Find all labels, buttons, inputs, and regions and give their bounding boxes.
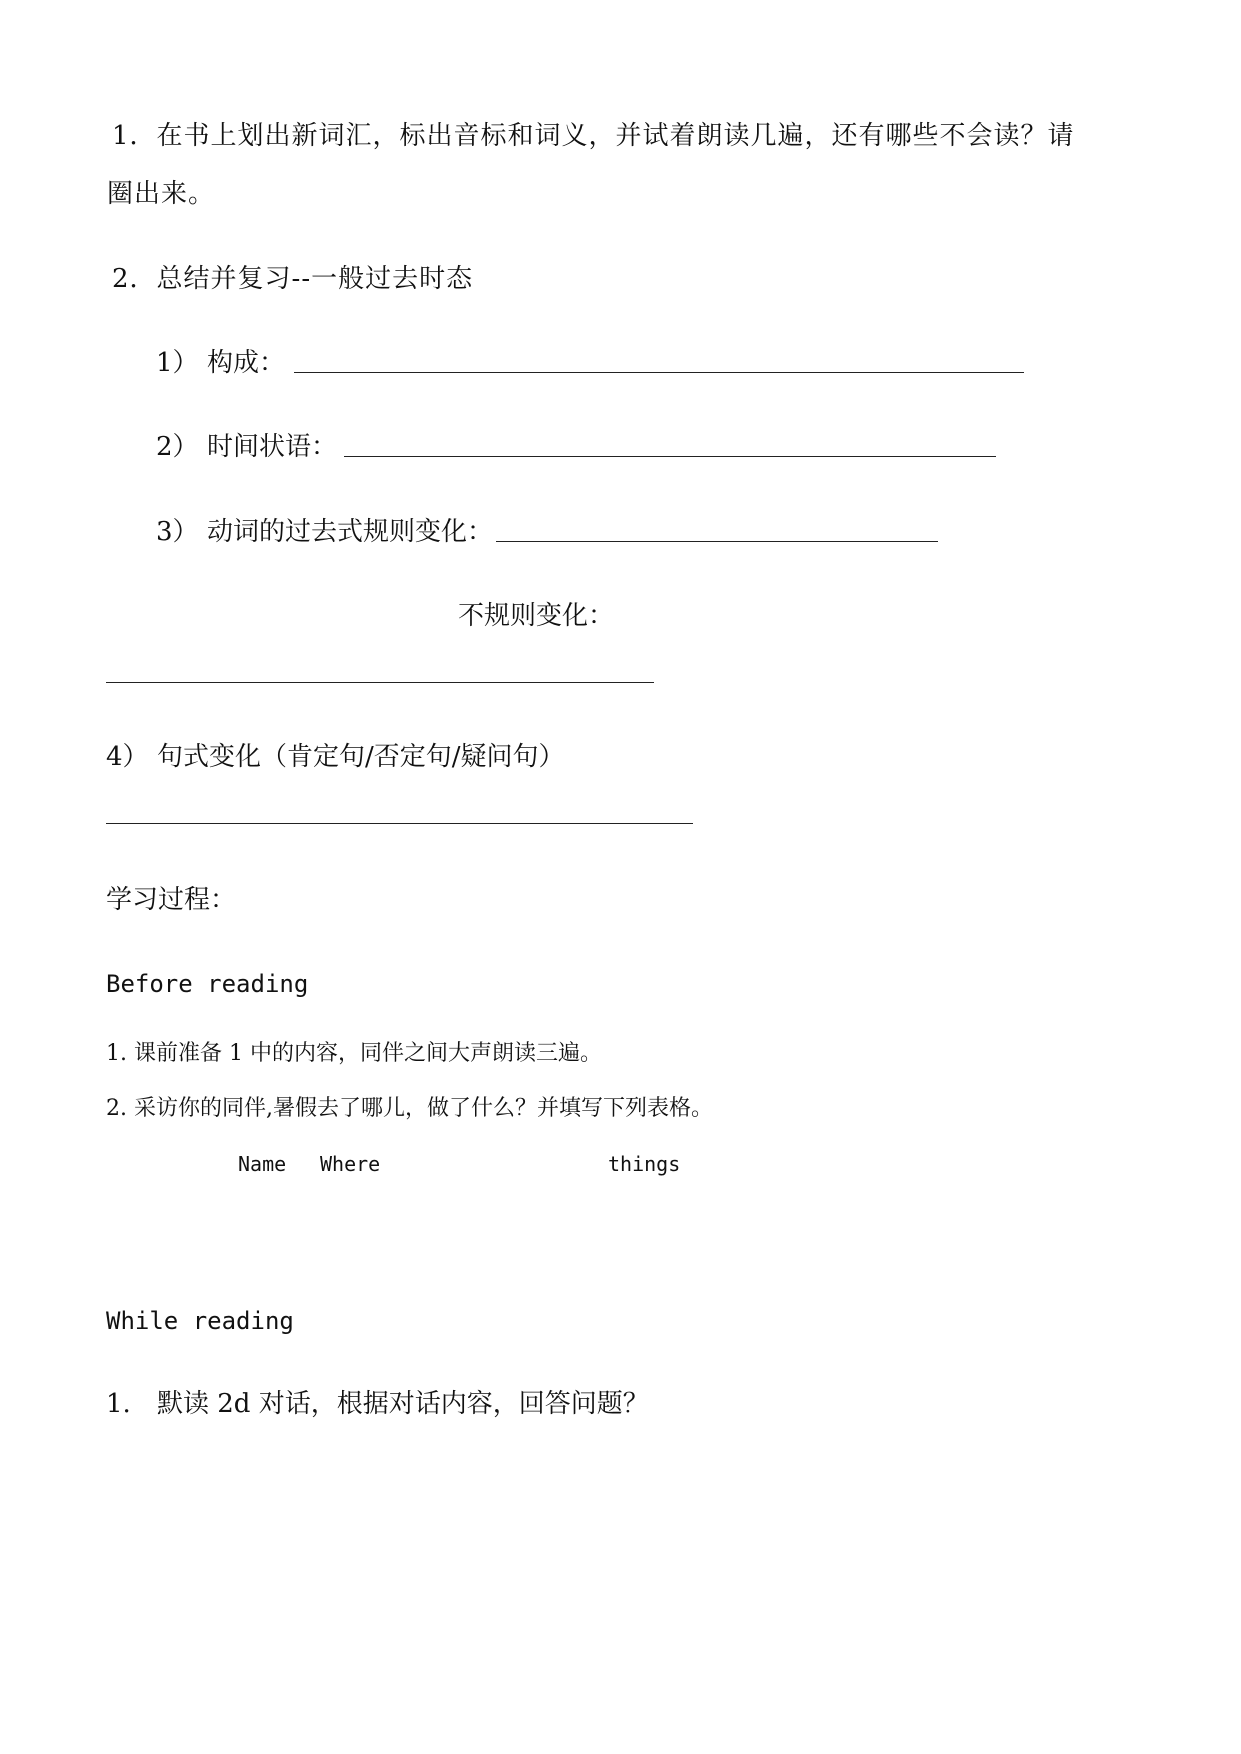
table-header-name: Name bbox=[238, 1152, 287, 1176]
before-reading-heading: Before reading bbox=[106, 970, 309, 998]
item1-line1: 1．在书上划出新词汇，标出音标和词义，并试着朗读几遍，还有哪些不会读？请 bbox=[112, 121, 1075, 151]
sub4-num: 4） bbox=[106, 742, 149, 772]
sub4-answer-blank[interactable] bbox=[106, 823, 693, 824]
sub4-label: 句式变化（肯定句/否定句/疑问句） bbox=[157, 742, 565, 772]
sub2-label: 时间状语： bbox=[207, 432, 338, 462]
table-header-things: things bbox=[608, 1152, 681, 1176]
item2-heading: 2．总结并复习--一般过去时态 bbox=[112, 264, 474, 294]
sub2-num: 2） bbox=[156, 432, 199, 462]
process-label: 学习过程： bbox=[106, 885, 237, 915]
while-reading-heading: While reading bbox=[106, 1307, 294, 1335]
table-header-where: Where bbox=[320, 1152, 381, 1176]
irregular-answer-blank[interactable] bbox=[106, 682, 654, 683]
sub3-answer-blank[interactable] bbox=[496, 541, 938, 542]
sub1-label: 构成： bbox=[207, 348, 286, 378]
irregular-label: 不规则变化： bbox=[458, 601, 615, 631]
sub3-label: 动词的过去式规则变化： bbox=[207, 517, 494, 547]
while-question-1-num: 1. bbox=[106, 1389, 131, 1419]
before-question-2: 2. 采访你的同伴,暑假去了哪儿，做了什么？并填写下列表格。 bbox=[106, 1096, 713, 1121]
sub2-answer-blank[interactable] bbox=[344, 456, 996, 457]
item1-line2: 圈出来。 bbox=[107, 179, 216, 209]
sub1-answer-blank[interactable] bbox=[294, 372, 1024, 373]
before-question-1: 1. 课前准备 1 中的内容，同伴之间大声朗读三遍。 bbox=[106, 1041, 602, 1066]
sub1-num: 1） bbox=[156, 348, 199, 378]
while-question-1: 默读 2d 对话，根据对话内容，回答问题？ bbox=[157, 1389, 649, 1419]
sub3-num: 3） bbox=[156, 517, 199, 547]
